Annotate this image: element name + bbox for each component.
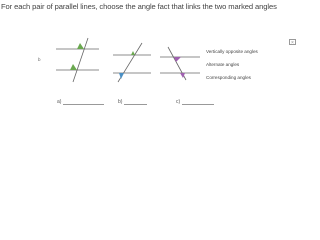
answer-b-label: b) xyxy=(118,99,123,105)
figure-a-angle-bottom xyxy=(70,64,77,70)
answer-c xyxy=(176,99,214,105)
option-vertically-opposite[interactable]: Vertically opposite angles xyxy=(206,49,258,54)
answer-c-blank[interactable] xyxy=(182,104,214,105)
answer-b-blank[interactable] xyxy=(124,104,147,105)
figure-b-angle-bottom xyxy=(119,73,124,79)
answer-a-label: a) xyxy=(57,99,62,105)
question-text: For each pair of parallel lines, choose the angle fact that links the two marked angles xyxy=(1,2,277,11)
figure-a-angle-top xyxy=(77,43,84,49)
figure-c xyxy=(160,47,200,80)
answer-a xyxy=(57,99,104,105)
option-alternate[interactable]: Alternate angles xyxy=(206,62,240,67)
close-icon[interactable]: × xyxy=(289,39,296,45)
figure-b xyxy=(113,43,151,82)
option-corresponding[interactable]: Corresponding angles xyxy=(206,75,251,80)
figure-b-angle-top xyxy=(131,51,135,55)
figure-a xyxy=(56,38,99,82)
figure-c-angle-top xyxy=(174,57,181,62)
answer-a-blank[interactable] xyxy=(63,104,104,105)
answer-b xyxy=(118,99,147,105)
answer-c-label: c) xyxy=(176,99,181,105)
figure-marker-label: b xyxy=(38,57,41,62)
